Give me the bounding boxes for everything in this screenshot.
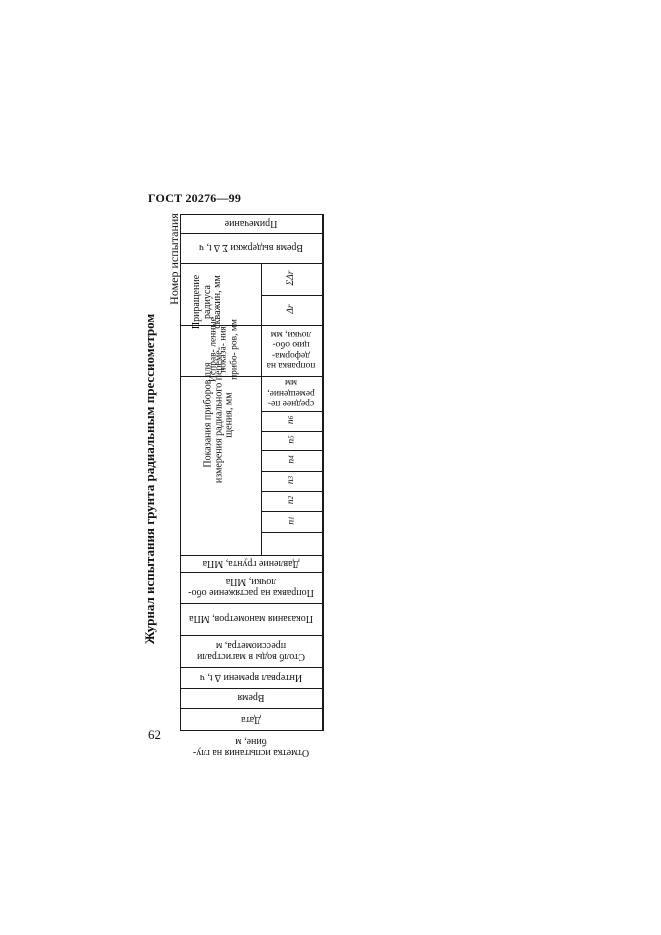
sym-n6: n 6	[286, 415, 296, 425]
test-number-label: Номер испытания	[166, 213, 181, 305]
sub-mean-displacement: среднее пе- ремещение, мм	[267, 377, 315, 408]
sym-n2: n 2	[286, 495, 296, 505]
col-notes: Примечание	[224, 218, 278, 230]
sym-sum-delta-r: ΣΔr	[286, 270, 296, 286]
col-hold-time: Время выдержки Σ Δ t, ч	[198, 242, 304, 254]
col-displacement-readings: Показания приборов для измерения радиального переме- щения, мм	[202, 346, 235, 484]
gost-header: ГОСТ 20276—99	[148, 191, 242, 205]
sym-n3: n 3	[286, 475, 296, 485]
col-radius-increment: Приращение радиуса скважин, мм	[190, 274, 224, 330]
sym-n1: n 1	[286, 516, 296, 525]
sub-shell-deformation-corr: поправка на деформа- цию обо- лочки, мм	[266, 329, 316, 370]
col-depth: Отметка испытания на глу- бине, м	[192, 736, 310, 759]
col-soil-pressure: Давление грунта, МПа	[202, 557, 300, 569]
sym-n4: n 4	[286, 455, 296, 464]
col-stretch-correction: Поправка на растяжение обо- лочки, МПа	[188, 576, 314, 599]
col-water-column: Столб воды в магистрали прессиометра, м	[196, 640, 306, 662]
col-manometer-readings: Показания манометров, МПа	[189, 613, 313, 625]
journal-title: Журнал испытания грунта радиальным прессиометром	[142, 313, 157, 645]
sym-delta-r: Δr	[286, 304, 296, 314]
col-date: Дата	[241, 714, 261, 726]
col-corrected-readings: Исправ- ленные показа- ния прибо- ров, мм	[208, 317, 240, 382]
col-time-interval: Интервал времени Δ t, ч	[199, 671, 303, 683]
page-number: 62	[148, 727, 161, 742]
col-time: Время	[237, 692, 265, 704]
sym-n5: n 5	[286, 435, 296, 444]
